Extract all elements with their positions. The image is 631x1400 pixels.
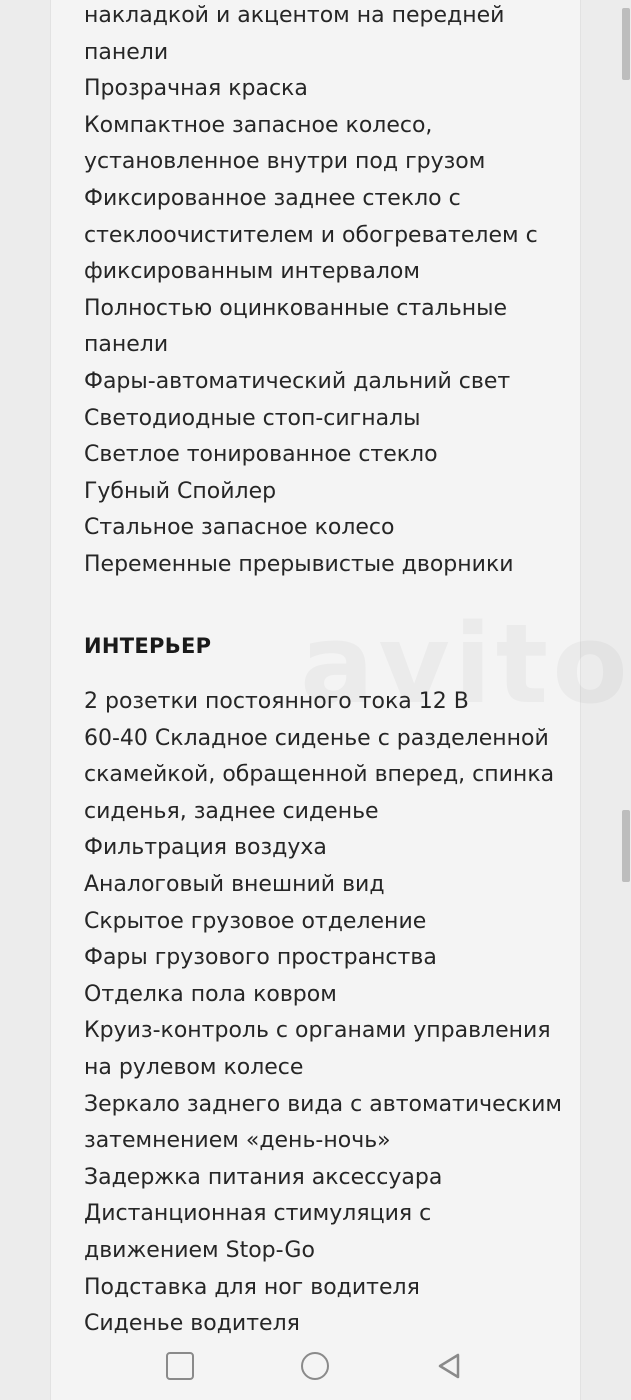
- system-navigation-bar: [0, 1340, 631, 1390]
- exterior-feature-item: Светодиодные стоп-сигналы: [84, 405, 421, 431]
- exterior-feature-item: Светлое тонированное стекло: [84, 442, 438, 468]
- exterior-feature-item: Прозрачная краска: [84, 76, 308, 102]
- recent-apps-icon[interactable]: [166, 1352, 194, 1380]
- back-icon[interactable]: [436, 1352, 464, 1380]
- interior-feature-item: Скрытое грузовое отделение: [84, 908, 427, 934]
- interior-feature-item: Дистанционная стимуляция с движением Stop-Go: [84, 1201, 432, 1263]
- exterior-feature-item: накладкой и акцентом на передней панели: [84, 3, 505, 65]
- exterior-feature-item: Компактное запасное колесо, установленное внутри под грузом: [84, 112, 486, 175]
- exterior-features-list: [84, 0, 564, 584]
- scrollbar[interactable]: [611, 0, 631, 1400]
- interior-feature-item: Круиз-контроль с органами управления на рулевом колесе: [84, 1018, 551, 1080]
- exterior-feature-item: Губный Спойлер: [84, 478, 277, 504]
- exterior-feature-item: Стальное запасное колесо: [84, 515, 395, 541]
- exterior-feature-item: Фары-автоматический дальний свет: [84, 368, 511, 394]
- interior-feature-item: Задержка питания аксессуара: [84, 1164, 443, 1190]
- exterior-feature-item: Переменные прерывистые дворники: [84, 551, 514, 577]
- interior-feature-item: Фильтрация воздуха: [84, 835, 327, 861]
- interior-features-list: [84, 684, 564, 1343]
- section-title-interior: ИНТЕРЬЕР: [84, 634, 212, 658]
- interior-feature-item: Зеркало заднего вида с автоматическим затемнением «день-ночь»: [84, 1091, 562, 1154]
- interior-feature-item: Фары грузового пространства: [84, 945, 437, 971]
- scrollbar-thumb-inner[interactable]: [622, 810, 630, 882]
- exterior-feature-item: Фиксированное заднее стекло с стеклоочистителем и обогревателем с фиксированным интервалом: [84, 185, 538, 285]
- interior-feature-item: 60-40 Складное сиденье с разделенной скамейкой, обращенной вперед, спинка сиденья, заднее сиденье: [84, 725, 555, 824]
- interior-feature-item: Отделка пола ковром: [84, 981, 337, 1007]
- interior-feature-item: Сиденье водителя: [84, 1311, 300, 1337]
- interior-feature-item: Аналоговый внешний вид: [84, 871, 385, 897]
- interior-feature-item: Подставка для ног водителя: [84, 1274, 420, 1300]
- exterior-feature-item: Полностью оцинкованные стальные панели: [84, 295, 507, 358]
- home-icon[interactable]: [301, 1352, 329, 1380]
- interior-feature-item: 2 розетки постоянного тока 12 В: [84, 689, 469, 714]
- scrollbar-thumb-outer[interactable]: [622, 8, 630, 80]
